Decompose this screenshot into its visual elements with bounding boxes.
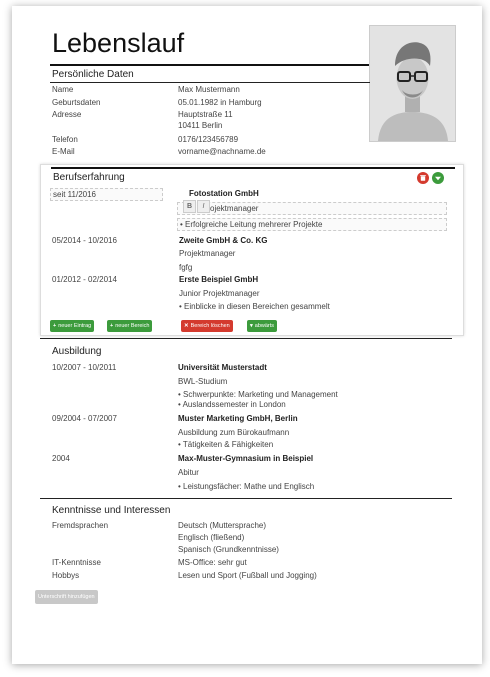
education-date[interactable]: 10/2007 - 10/2011 bbox=[52, 363, 117, 372]
bold-format-button[interactable]: B bbox=[183, 200, 196, 213]
experience-note[interactable]: fgfg bbox=[179, 263, 193, 272]
page-title[interactable]: Lebenslauf bbox=[52, 28, 185, 58]
experience-role[interactable]: Junior Projektmanager bbox=[179, 289, 260, 298]
chevron-down-icon: ▾ bbox=[250, 323, 253, 329]
education-date[interactable]: 2004 bbox=[52, 454, 70, 463]
experience-company[interactable]: Erste Beispiel GmbH bbox=[179, 275, 259, 284]
bullet-input-editing[interactable]: • Erfolgreiche Leitung mehrerer Projekte bbox=[177, 218, 447, 231]
experience-date[interactable]: 05/2014 - 10/2016 bbox=[52, 236, 117, 245]
education-degree[interactable]: Abitur bbox=[178, 468, 199, 477]
value-it[interactable]: MS-Office: sehr gut bbox=[178, 558, 247, 567]
education-school[interactable]: Max-Muster-Gymnasium in Beispiel bbox=[178, 454, 314, 463]
section-divider bbox=[51, 167, 455, 169]
experience-note[interactable]: • Einblicke in diesen Bereichen gesammelt bbox=[179, 302, 330, 311]
cv-page bbox=[12, 6, 482, 664]
education-school[interactable]: Universität Musterstadt bbox=[178, 363, 267, 372]
education-degree[interactable]: BWL-Studium bbox=[178, 377, 228, 386]
collapse-chevron-down-icon[interactable] bbox=[432, 172, 444, 184]
company-editing[interactable]: Fotostation GmbH bbox=[189, 189, 259, 198]
close-icon: ✕ bbox=[184, 323, 189, 329]
section-title-personal[interactable]: Persönliche Daten bbox=[52, 69, 134, 80]
experience-company[interactable]: Zweite GmbH & Co. KG bbox=[179, 236, 268, 245]
value-phone[interactable]: 0176/123456789 bbox=[178, 135, 239, 144]
experience-role[interactable]: Projektmanager bbox=[179, 249, 236, 258]
language-item[interactable]: Englisch (fließend) bbox=[178, 533, 245, 542]
education-date[interactable]: 09/2004 - 07/2007 bbox=[52, 414, 117, 423]
section-divider bbox=[50, 82, 370, 83]
add-signature-button[interactable]: Unterschrift hinzufügen bbox=[35, 590, 98, 604]
title-divider bbox=[50, 64, 370, 66]
section-title-education[interactable]: Ausbildung bbox=[52, 346, 102, 357]
language-item[interactable]: Deutsch (Muttersprache) bbox=[178, 521, 267, 530]
value-birth[interactable]: 05.01.1982 in Hamburg bbox=[178, 98, 262, 107]
new-entry-button[interactable]: + neuer Eintrag bbox=[50, 320, 94, 332]
new-section-button[interactable]: + neuer Bereich bbox=[107, 320, 152, 332]
section-title-experience[interactable]: Berufserfahrung bbox=[53, 172, 125, 183]
italic-format-button[interactable]: I bbox=[197, 200, 210, 213]
section-title-skills[interactable]: Kenntnisse und Interessen bbox=[52, 505, 171, 516]
label-hobbies: Hobbys bbox=[52, 571, 80, 580]
label-address: Adresse bbox=[52, 110, 82, 119]
move-down-button[interactable]: ▾ abwärts bbox=[247, 320, 277, 332]
language-item[interactable]: Spanisch (Grundkenntnisse) bbox=[178, 545, 279, 554]
label-email: E-Mail bbox=[52, 147, 75, 156]
profile-photo[interactable] bbox=[369, 25, 456, 142]
delete-section-button[interactable]: ✕ Bereich löschen bbox=[181, 320, 233, 332]
experience-section-editor[interactable] bbox=[40, 164, 464, 336]
date-input-editing[interactable]: seit 11/2016 bbox=[50, 188, 163, 201]
value-hobbies[interactable]: Lesen und Sport (Fußball und Jogging) bbox=[178, 571, 317, 580]
value-address-city[interactable]: 10411 Berlin bbox=[178, 121, 223, 130]
plus-icon: + bbox=[53, 323, 57, 329]
education-school[interactable]: Muster Marketing GmbH, Berlin bbox=[178, 414, 298, 423]
value-address-street[interactable]: Hauptstraße 11 bbox=[178, 110, 233, 119]
value-email[interactable]: vorname@nachname.de bbox=[178, 147, 266, 156]
label-birth: Geburtsdaten bbox=[52, 98, 101, 107]
section-divider bbox=[40, 498, 452, 499]
education-detail[interactable]: • Schwerpunkte: Marketing und Management bbox=[178, 390, 338, 399]
education-degree[interactable]: Ausbildung zum Bürokaufmann bbox=[178, 428, 290, 437]
label-phone: Telefon bbox=[52, 135, 78, 144]
section-divider bbox=[40, 338, 452, 339]
education-detail[interactable]: • Leistungsfächer: Mathe und Englisch bbox=[178, 482, 315, 491]
position-input-editing[interactable]: ojektmanager bbox=[177, 202, 447, 215]
education-detail[interactable]: • Tätigkeiten & Fähigkeiten bbox=[178, 440, 274, 449]
label-languages: Fremdsprachen bbox=[52, 521, 109, 530]
delete-section-icon[interactable] bbox=[417, 172, 429, 184]
label-it: IT-Kenntnisse bbox=[52, 558, 101, 567]
value-name[interactable]: Max Mustermann bbox=[178, 85, 240, 94]
education-detail[interactable]: • Auslandssemester in London bbox=[178, 400, 286, 409]
label-name: Name bbox=[52, 85, 74, 94]
plus-icon: + bbox=[110, 323, 114, 329]
experience-date[interactable]: 01/2012 - 02/2014 bbox=[52, 275, 117, 284]
